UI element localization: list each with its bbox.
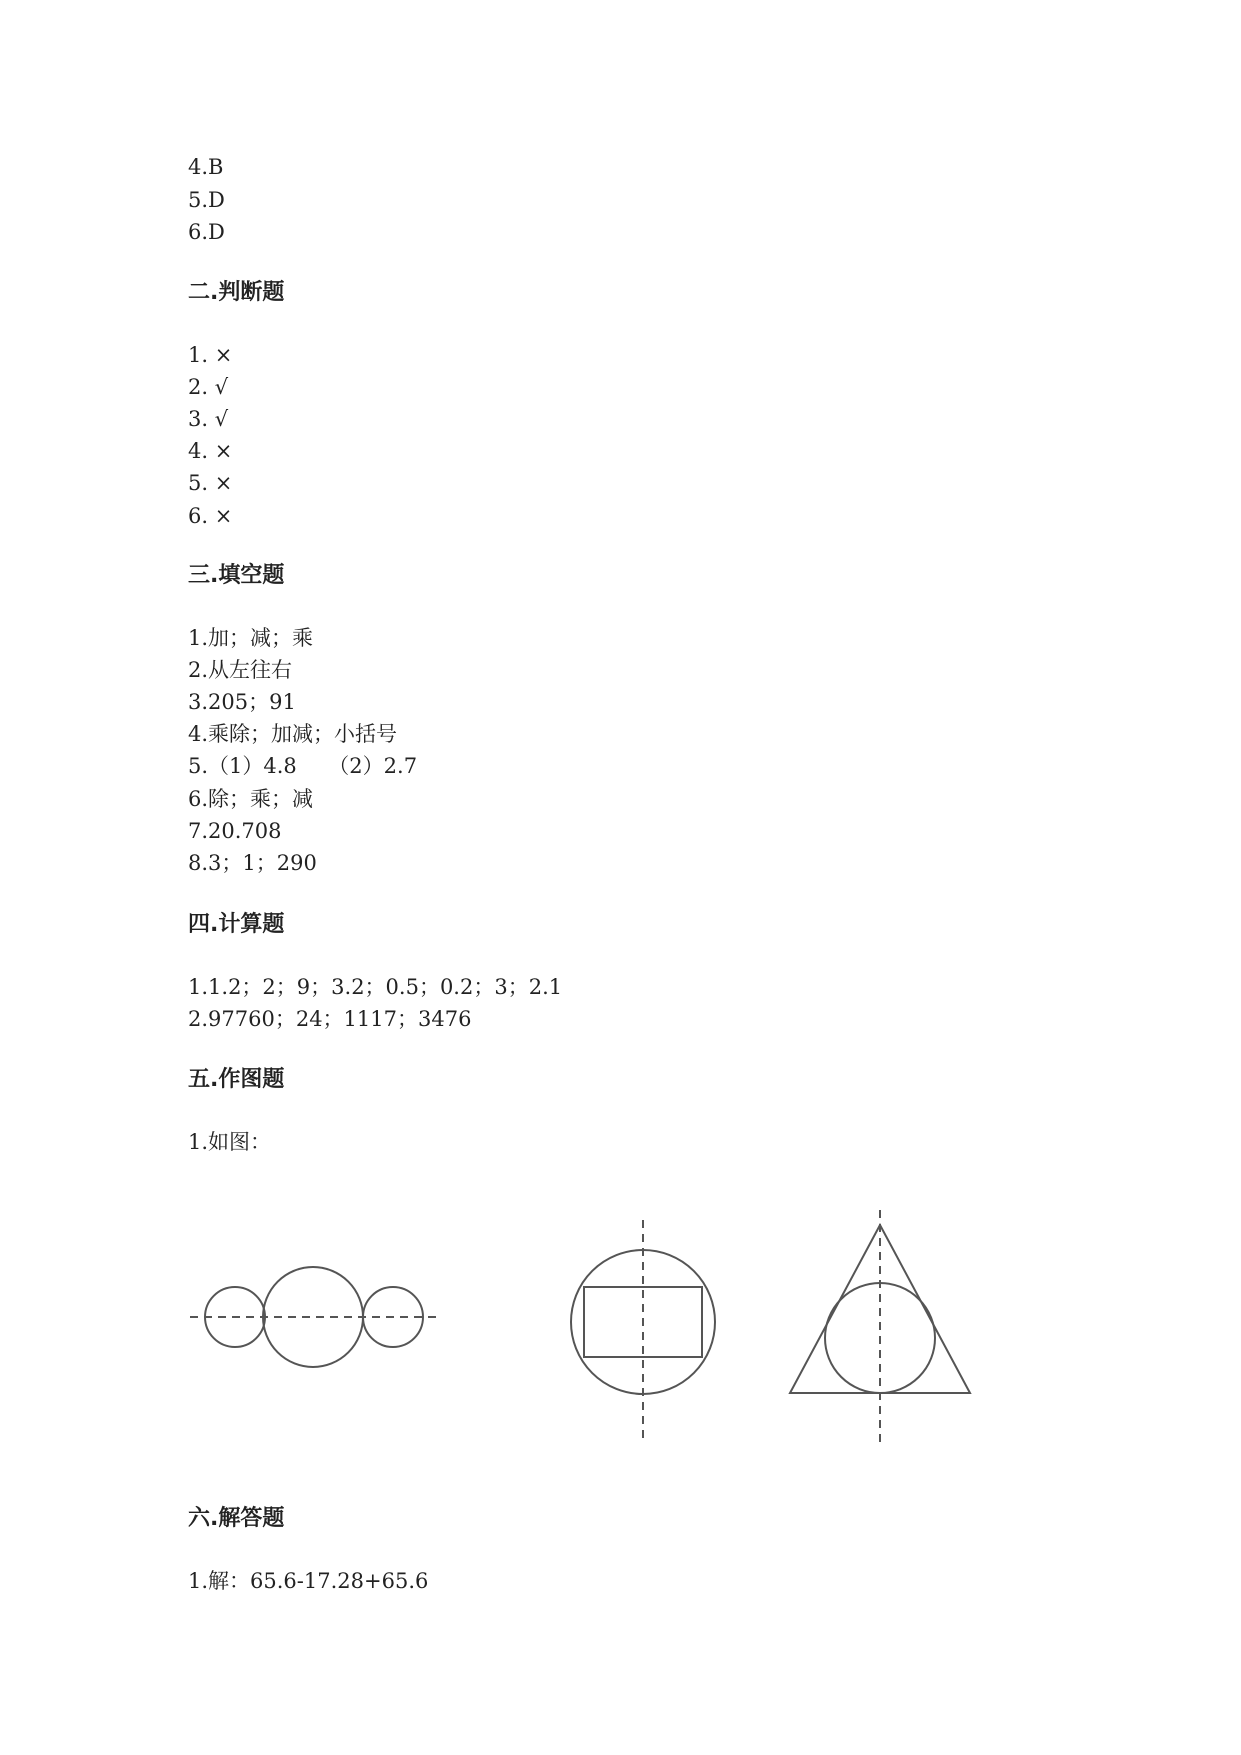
- answer-line: 7.20.708: [188, 819, 282, 843]
- section-heading: 三.填空题: [188, 563, 285, 588]
- answer-line: 1. ×: [188, 343, 233, 367]
- section-heading: 二.判断题: [188, 280, 285, 305]
- answer-line: 3. √: [188, 407, 229, 431]
- answer-line: 6.D: [188, 220, 225, 244]
- answer-line: 4.乘除；加减；小括号: [188, 722, 398, 746]
- answer-line: 1.如图：: [188, 1130, 272, 1154]
- section-heading: 四.计算题: [188, 912, 285, 937]
- section-heading: 五.作图题: [188, 1067, 285, 1092]
- answer-line: 1.解：65.6-17.28+65.6: [188, 1569, 429, 1593]
- answer-line: 4. ×: [188, 439, 233, 463]
- section-heading: 六.解答题: [188, 1506, 285, 1531]
- symmetry-drawing-figure: [180, 1210, 1020, 1460]
- answer-line: 1.1.2；2；9；3.2；0.5；0.2；3；2.1: [188, 975, 563, 999]
- answer-line: 4.B: [188, 155, 224, 179]
- answer-line: 1.加；减；乘: [188, 626, 314, 650]
- answer-line: 8.3；1；290: [188, 851, 317, 875]
- answer-line: 2.从左往右: [188, 658, 293, 682]
- triangle-circle-figure: [790, 1210, 970, 1442]
- three-circles-figure: [190, 1267, 442, 1367]
- answer-line: 5.（1）4.8 （2）2.7: [188, 754, 418, 778]
- answer-line: 2. √: [188, 375, 229, 399]
- answer-line: 5. ×: [188, 471, 233, 495]
- answer-line: 2.97760；24；1117；3476: [188, 1007, 472, 1031]
- circle-rectangle-figure: [571, 1220, 715, 1438]
- answer-line: 3.205；91: [188, 690, 296, 714]
- answer-line: 6. ×: [188, 504, 233, 528]
- answer-line: 5.D: [188, 188, 225, 212]
- answer-line: 6.除；乘；减: [188, 787, 314, 811]
